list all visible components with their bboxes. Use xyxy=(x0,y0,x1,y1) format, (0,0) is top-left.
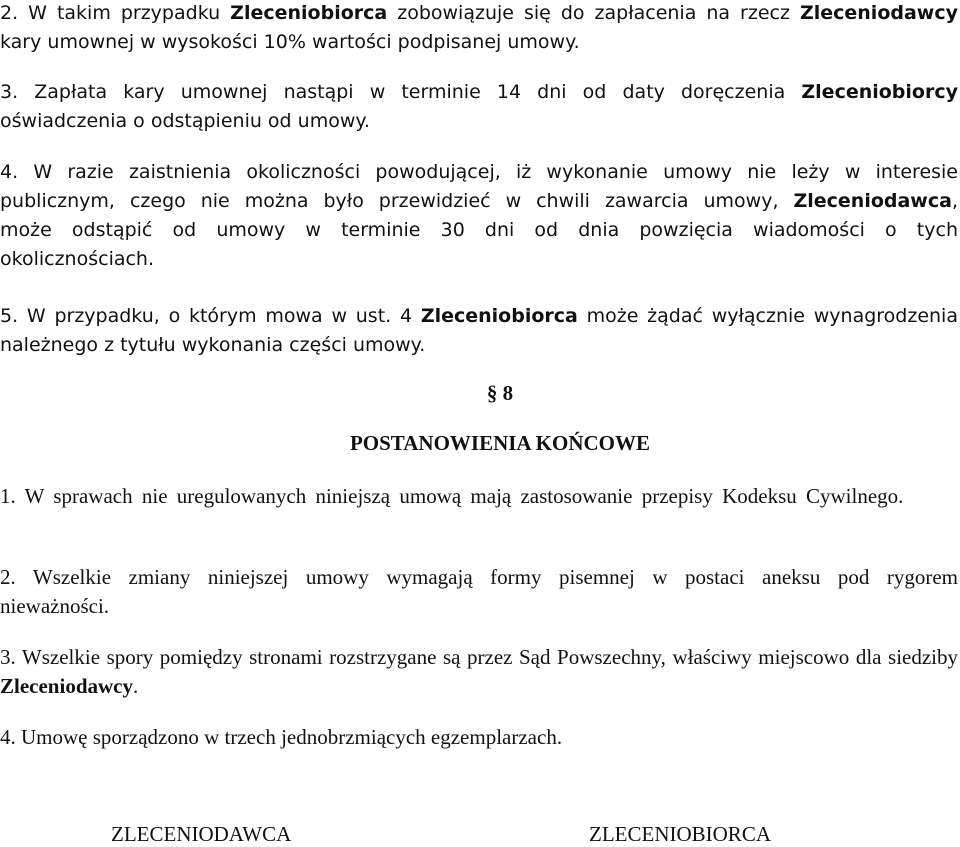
text: Wszelkie spory pomiędzy stronami rozstrzygane są przez Sąd Powszechny, właściwy miejscowo dla siedziby xyxy=(21,645,958,669)
text: . xyxy=(132,674,139,698)
bold-party-name: Zleceniobiorca xyxy=(230,2,388,24)
text: kary umownej w wysokości 10% wartości podpisanej umowy. xyxy=(0,31,580,53)
text: W przypadku, o którym mowa w ust. 4 xyxy=(26,305,421,327)
paragraph-number: 3. xyxy=(0,645,16,669)
bold-party-name: Zleceniodawcy xyxy=(0,674,133,698)
final-provision-4 xyxy=(0,723,958,752)
text: oświadczenia o odstąpieniu od umowy. xyxy=(0,110,370,132)
text: W razie zaistnienia okoliczności powodującej, iż wykonanie umowy nie leży w interesie publicznym, czego nie można było przewidzieć w chwili zawarcia umowy, xyxy=(0,161,958,212)
paragraph-number: 3. xyxy=(0,81,19,103)
signature-zleceniobiorca: ZLECENIOBIORCA xyxy=(589,822,771,846)
paragraph-5 xyxy=(0,302,958,360)
paragraph-4 xyxy=(0,158,958,274)
final-provision-1 xyxy=(0,482,958,511)
text: , może odstąpić od umowy w terminie 30 dni od dnia powzięcia wiadomości o tych okolicznościach. xyxy=(0,190,958,270)
section-number: 8 xyxy=(502,381,514,405)
signature-zleceniodawca: ZLECENIODAWCA xyxy=(111,822,292,846)
text: Umowę sporządzono w trzech jednobrzmiących egzemplarzach. xyxy=(21,725,563,749)
final-provision-3 xyxy=(0,643,958,701)
text: może żądać wyłącznie wynagrodzenia należnego z tytułu wykonania części umowy. xyxy=(0,305,958,356)
paragraph-number: 4. xyxy=(0,161,19,183)
paragraph-number: 2. xyxy=(0,2,19,24)
section-heading xyxy=(0,381,960,406)
section-title: POSTANOWIENIA KOŃCOWE xyxy=(349,431,651,455)
bold-party-name: Zleceniobiorca xyxy=(420,305,578,327)
paragraph-3 xyxy=(0,78,958,136)
text: Zapłata kary umownej nastąpi w terminie 14 dni od daty doręczenia xyxy=(34,81,802,103)
paragraph-number: 4. xyxy=(0,725,16,749)
text: Wszelkie zmiany niniejszej umowy wymagają formy pisemnej w postaci aneksu pod rygorem nieważności. xyxy=(0,565,958,618)
paragraph-number: 5. xyxy=(0,305,19,327)
paragraph-number: 2. xyxy=(0,565,16,589)
text: W takim przypadku xyxy=(28,2,231,24)
final-provision-2 xyxy=(0,563,958,621)
text: W sprawach nie uregulowanych niniejszą umową mają zastosowanie przepisy Kodeksu Cywilnego. xyxy=(24,484,904,508)
bold-party-name: Zleceniodawca xyxy=(793,190,952,212)
section-symbol: § xyxy=(486,381,498,405)
paragraph-number: 1. xyxy=(0,484,16,508)
text: zobowiązuje się do zapłacenia na rzecz xyxy=(387,2,800,24)
bold-party-name: Zleceniobiorcy xyxy=(801,81,958,103)
bold-party-name: Zleceniodawcy xyxy=(799,2,958,24)
paragraph-2 xyxy=(0,0,958,57)
